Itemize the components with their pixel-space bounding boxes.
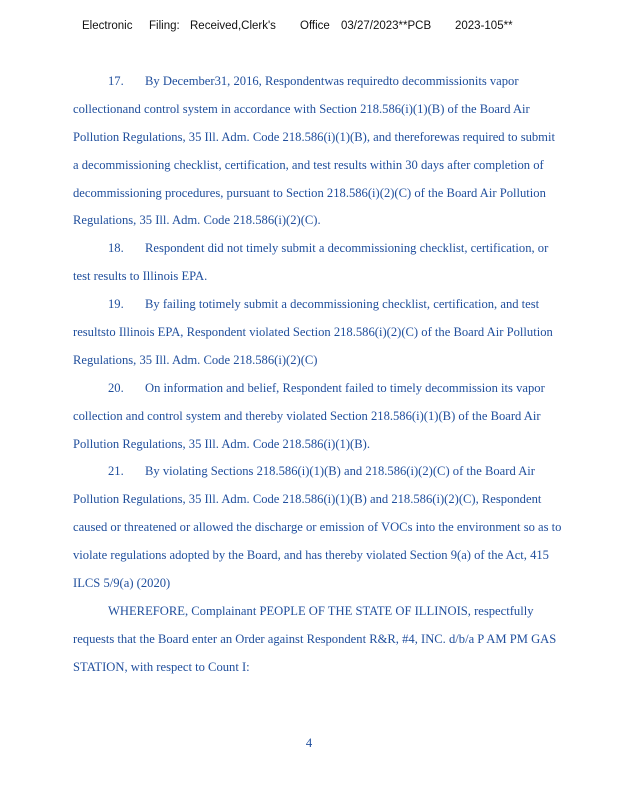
paragraph-number: 21.: [108, 464, 124, 479]
document-body: [73, 68, 598, 682]
header-date: 03/27/2023**PCB: [341, 20, 432, 32]
wherefore-line: requests that the Board enter an Order against Respondent R&R, #4, INC. d/b/a P AM PM GAS: [73, 631, 557, 646]
paragraph-17-line: decommissioning procedures, pursuant to Section 218.586(i)(2)(C) of the Board Air Pollution: [73, 185, 546, 200]
paragraph-21-line: Pollution Regulations, 35 Ill. Adm. Code 218.586(i)(1)(B) and 218.586(i)(2)(C), Respondent: [73, 492, 542, 507]
paragraph-17-line: collectionand control system in accordance with Section 218.586(i)(1)(B) of the Board Air: [73, 101, 530, 116]
paragraph-20-line: [73, 375, 598, 403]
paragraph-19-line: Regulations, 35 Ill. Adm. Code 218.586(i)(2)(C): [73, 352, 318, 367]
wherefore-line: WHEREFORE, Complainant PEOPLE OF THE STATE OF ILLINOIS, respectfully: [108, 603, 534, 618]
paragraph-number: 18.: [108, 241, 124, 256]
paragraph-21-line: violate regulations adopted by the Board, and has thereby violated Section 9(a) of the Act, 415: [73, 548, 549, 563]
header-electronic: Electronic: [82, 20, 133, 32]
header-office: Office: [300, 20, 330, 32]
paragraph-text: On information and belief, Respondent failed to timely decommission its vapor: [145, 380, 545, 395]
paragraph-21-line: caused or threatened or allowed the discharge or emission of VOCs into the environment so as to: [73, 520, 562, 535]
paragraph-17-line: a decommissioning checklist, certification, and test results within 30 days after completion of: [73, 157, 544, 172]
paragraph-21-line: [73, 458, 598, 486]
filing-header: [0, 20, 618, 36]
wherefore-line: STATION, with respect to Count I:: [73, 659, 250, 674]
paragraph-20-line: Pollution Regulations, 35 Ill. Adm. Code 218.586(i)(1)(B).: [73, 436, 370, 451]
paragraph-19-line: [73, 291, 598, 319]
paragraph-text: By violating Sections 218.586(i)(1)(B) and 218.586(i)(2)(C) of the Board Air: [145, 464, 535, 479]
paragraph-number: 20.: [108, 380, 124, 395]
paragraph-18-line: [73, 235, 598, 263]
paragraph-text: By December31, 2016, Respondentwas requiredto decommissionits vapor: [145, 74, 519, 88]
header-received: Received,Clerk's: [190, 20, 276, 32]
paragraph-19-line: resultsto Illinois EPA, Respondent violated Section 218.586(i)(2)(C) of the Board Air Pollution: [73, 325, 553, 340]
paragraph-17-line: Regulations, 35 Ill. Adm. Code 218.586(i)(2)(C).: [73, 213, 321, 228]
paragraph-number: 17.: [108, 74, 124, 88]
paragraph-text: By failing totimely submit a decommissioning checklist, certification, and test: [145, 297, 540, 312]
paragraph-21-line: ILCS 5/9(a) (2020): [73, 576, 171, 591]
paragraph-text: Respondent did not timely submit a decommissioning checklist, certification, or: [145, 241, 549, 256]
header-case-number: 2023-105**: [455, 20, 513, 32]
paragraph-18-line: test results to Illinois EPA.: [73, 269, 208, 284]
paragraph-number: 19.: [108, 297, 124, 312]
header-filing: Filing:: [149, 20, 180, 32]
page-number: 4: [305, 736, 313, 750]
paragraph-17-line: [73, 68, 598, 96]
paragraph-17-line: Pollution Regulations, 35 Ill. Adm. Code 218.586(i)(1)(B), and thereforewas required to submit: [73, 129, 555, 144]
paragraph-20-line: collection and control system and thereby violated Section 218.586(i)(1)(B) of the Board Air: [73, 408, 541, 423]
